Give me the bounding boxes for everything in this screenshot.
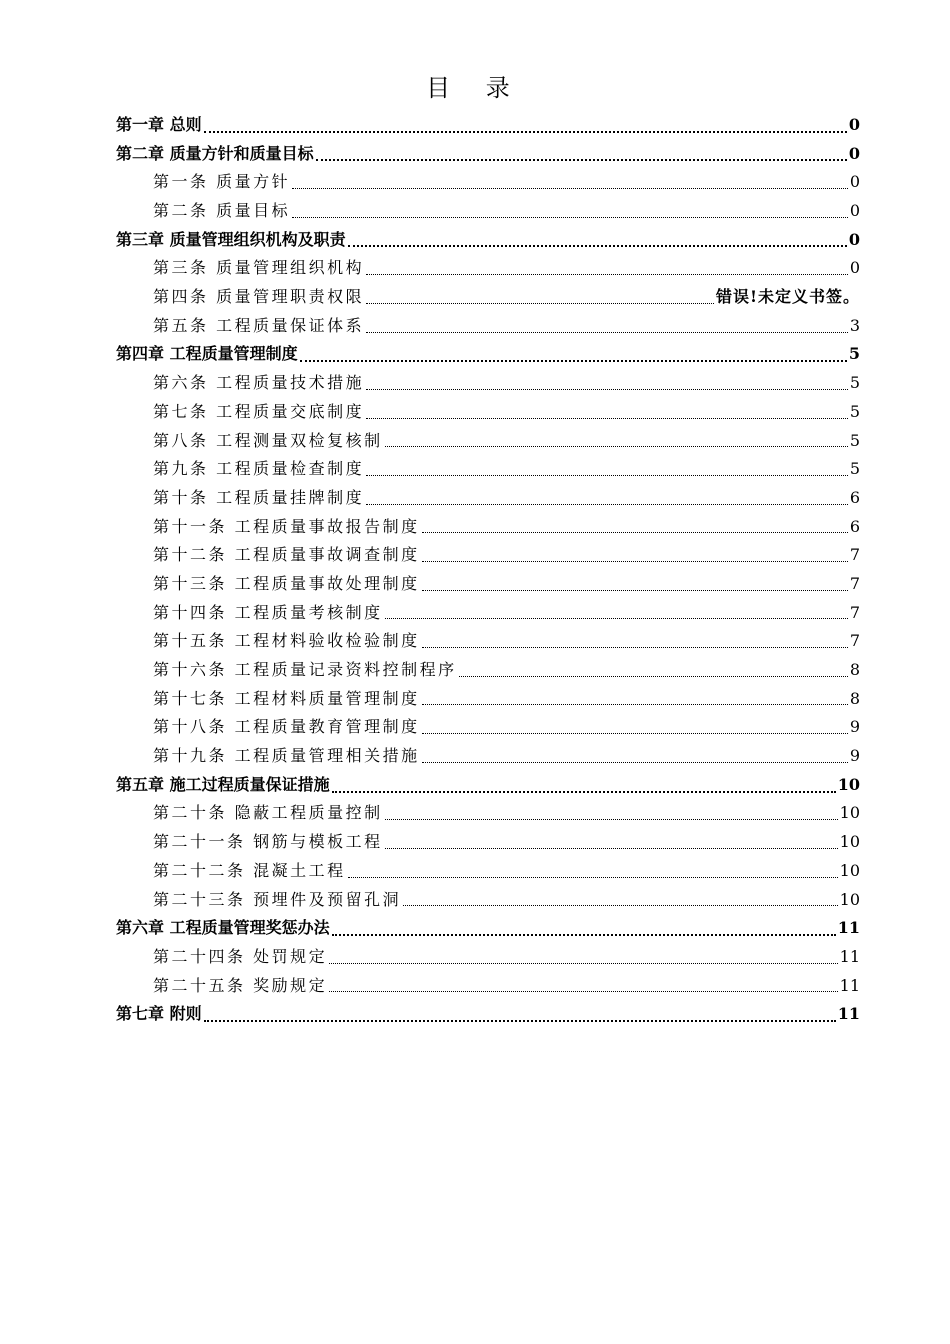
- table-of-contents: [116, 111, 860, 1029]
- toc-page-number: 5: [848, 344, 860, 364]
- toc-entry-label: 第十二条 工程质量事故调查制度: [153, 545, 420, 565]
- toc-entry-label: 第七条 工程质量交底制度: [153, 401, 365, 421]
- dot-leader: [422, 513, 848, 533]
- dot-leader: [366, 485, 848, 505]
- toc-section-entry[interactable]: [116, 197, 860, 226]
- toc-entry-label: 第一条 质量方针: [153, 172, 291, 192]
- dot-leader: [403, 886, 838, 906]
- toc-page-number: 8: [849, 660, 860, 680]
- toc-chapter-entry[interactable]: [116, 914, 860, 943]
- toc-chapter-entry[interactable]: [116, 341, 860, 370]
- toc-entry-label: 第二十一条 钢筋与模板工程: [153, 832, 383, 852]
- toc-entry-label: 第十三条 工程质量事故处理制度: [153, 573, 420, 593]
- toc-entry-label: 第十四条 工程质量考核制度: [153, 602, 383, 622]
- dot-leader: [348, 225, 847, 247]
- toc-page-number: 7: [849, 631, 860, 651]
- toc-section-entry[interactable]: [116, 857, 860, 886]
- toc-page-number: 11: [839, 946, 860, 966]
- dot-leader: [422, 743, 848, 763]
- toc-chapter-entry[interactable]: [116, 771, 860, 800]
- toc-entry-label: 第十九条 工程质量管理相关措施: [153, 746, 420, 766]
- dot-leader: [366, 370, 848, 390]
- dot-leader: [316, 139, 847, 161]
- dot-leader: [385, 599, 848, 619]
- toc-page-number: 0: [848, 114, 860, 134]
- toc-section-entry[interactable]: [116, 455, 860, 484]
- dot-leader: [385, 800, 838, 820]
- toc-page-number: 9: [849, 746, 860, 766]
- toc-entry-label: 第二十条 隐蔽工程质量控制: [153, 803, 383, 823]
- toc-page-number: 10: [839, 860, 860, 880]
- toc-section-entry[interactable]: [116, 742, 860, 771]
- toc-page-number: 9: [849, 717, 860, 737]
- toc-title: 目 录: [426, 74, 524, 102]
- dot-leader: [422, 685, 848, 705]
- toc-entry-label: 第四条 质量管理职责权限: [153, 287, 365, 307]
- toc-section-entry[interactable]: [116, 656, 860, 685]
- toc-entry-label: 第五条 工程质量保证体系: [153, 315, 365, 335]
- toc-section-entry[interactable]: [116, 168, 860, 197]
- toc-page-number: 0: [849, 201, 860, 221]
- dot-leader: [292, 169, 848, 189]
- dot-leader: [300, 340, 847, 362]
- toc-page-number: 错误!未定义书签。: [715, 287, 860, 307]
- toc-section-entry[interactable]: [116, 398, 860, 427]
- dot-leader: [385, 427, 848, 447]
- toc-chapter-entry[interactable]: [116, 1000, 860, 1029]
- toc-page-number: 10: [839, 803, 860, 823]
- toc-page-number: 5: [849, 373, 860, 393]
- toc-entry-label: 第八条 工程测量双检复核制: [153, 430, 383, 450]
- dot-leader: [422, 571, 848, 591]
- toc-page-number: 3: [849, 315, 860, 335]
- toc-page-number: 6: [849, 516, 860, 536]
- dot-leader: [366, 399, 848, 419]
- toc-page-number: 0: [849, 258, 860, 278]
- toc-section-entry[interactable]: [116, 886, 860, 915]
- dot-leader: [366, 255, 848, 275]
- toc-entry-label: 第二条 质量目标: [153, 201, 291, 221]
- toc-section-entry[interactable]: [116, 369, 860, 398]
- toc-page-number: 5: [849, 459, 860, 479]
- toc-chapter-entry[interactable]: [116, 226, 860, 255]
- dot-leader: [292, 198, 848, 218]
- toc-section-entry[interactable]: [116, 541, 860, 570]
- toc-page-number: 8: [849, 688, 860, 708]
- toc-section-entry[interactable]: [116, 713, 860, 742]
- toc-section-entry[interactable]: [116, 627, 860, 656]
- toc-section-entry[interactable]: [116, 513, 860, 542]
- toc-section-entry[interactable]: [116, 254, 860, 283]
- dot-leader: [204, 1000, 836, 1022]
- toc-section-entry[interactable]: [116, 484, 860, 513]
- toc-page-number: 0: [848, 229, 860, 249]
- toc-entry-label: 第一章 总则: [116, 114, 202, 134]
- dot-leader: [422, 542, 848, 562]
- toc-page-number: 0: [849, 172, 860, 192]
- toc-section-entry[interactable]: [116, 427, 860, 456]
- toc-section-entry[interactable]: [116, 828, 860, 857]
- toc-entry-label: 第六章 工程质量管理奖惩办法: [116, 918, 330, 938]
- toc-entry-label: 第二十二条 混凝土工程: [153, 860, 346, 880]
- toc-section-entry[interactable]: [116, 570, 860, 599]
- dot-leader: [332, 914, 836, 936]
- toc-page-number: 7: [849, 545, 860, 565]
- toc-entry-label: 第六条 工程质量技术措施: [153, 373, 365, 393]
- toc-entry-label: 第九条 工程质量检查制度: [153, 459, 365, 479]
- dot-leader: [329, 972, 838, 992]
- dot-leader: [204, 111, 847, 133]
- toc-entry-label: 第二十三条 预埋件及预留孔洞: [153, 889, 402, 909]
- toc-section-entry[interactable]: [116, 800, 860, 829]
- dot-leader: [332, 771, 836, 793]
- toc-page-number: 5: [849, 430, 860, 450]
- toc-page-number: 10: [839, 889, 860, 909]
- toc-page-number: 5: [849, 401, 860, 421]
- dot-leader: [422, 628, 848, 648]
- dot-leader: [348, 858, 838, 878]
- toc-entry-label: 第三条 质量管理组织机构: [153, 258, 365, 278]
- toc-page-number: 11: [839, 975, 860, 995]
- dot-leader: [366, 313, 848, 333]
- toc-chapter-entry[interactable]: [116, 111, 860, 140]
- toc-entry-label: 第二十四条 处罚规定: [153, 946, 328, 966]
- toc-page-number: 10: [837, 774, 860, 794]
- toc-page-number: 11: [837, 1004, 860, 1024]
- toc-page-number: 10: [839, 832, 860, 852]
- toc-entry-label: 第五章 施工过程质量保证措施: [116, 774, 330, 794]
- dot-leader: [329, 944, 838, 964]
- toc-page-number: 11: [837, 918, 860, 938]
- toc-entry-label: 第十一条 工程质量事故报告制度: [153, 516, 420, 536]
- dot-leader: [422, 714, 848, 734]
- toc-section-entry[interactable]: [116, 599, 860, 628]
- dot-leader: [385, 829, 838, 849]
- toc-entry-label: 第三章 质量管理组织机构及职责: [116, 229, 346, 249]
- dot-leader: [459, 657, 848, 677]
- toc-section-entry[interactable]: [116, 972, 860, 1001]
- dot-leader: [366, 456, 848, 476]
- toc-entry-label: 第十六条 工程质量记录资料控制程序: [153, 660, 457, 680]
- toc-section-entry[interactable]: [116, 943, 860, 972]
- toc-entry-label: 第七章 附则: [116, 1004, 202, 1024]
- toc-entry-label: 第十八条 工程质量教育管理制度: [153, 717, 420, 737]
- toc-entry-label: 第十七条 工程材料质量管理制度: [153, 688, 420, 708]
- toc-page-number: 7: [849, 573, 860, 593]
- toc-entry-label: 第二章 质量方针和质量目标: [116, 143, 314, 163]
- toc-section-entry[interactable]: [116, 283, 860, 312]
- toc-entry-label: 第四章 工程质量管理制度: [116, 344, 298, 364]
- toc-section-entry[interactable]: [116, 685, 860, 714]
- toc-page-number: 0: [848, 143, 860, 163]
- dot-leader: [366, 284, 714, 304]
- toc-chapter-entry[interactable]: [116, 140, 860, 169]
- toc-entry-label: 第十五条 工程材料验收检验制度: [153, 631, 420, 651]
- toc-entry-label: 第二十五条 奖励规定: [153, 975, 328, 995]
- toc-page-number: 7: [849, 602, 860, 622]
- toc-section-entry[interactable]: [116, 312, 860, 341]
- toc-entry-label: 第十条 工程质量挂牌制度: [153, 487, 365, 507]
- toc-page-number: 6: [849, 487, 860, 507]
